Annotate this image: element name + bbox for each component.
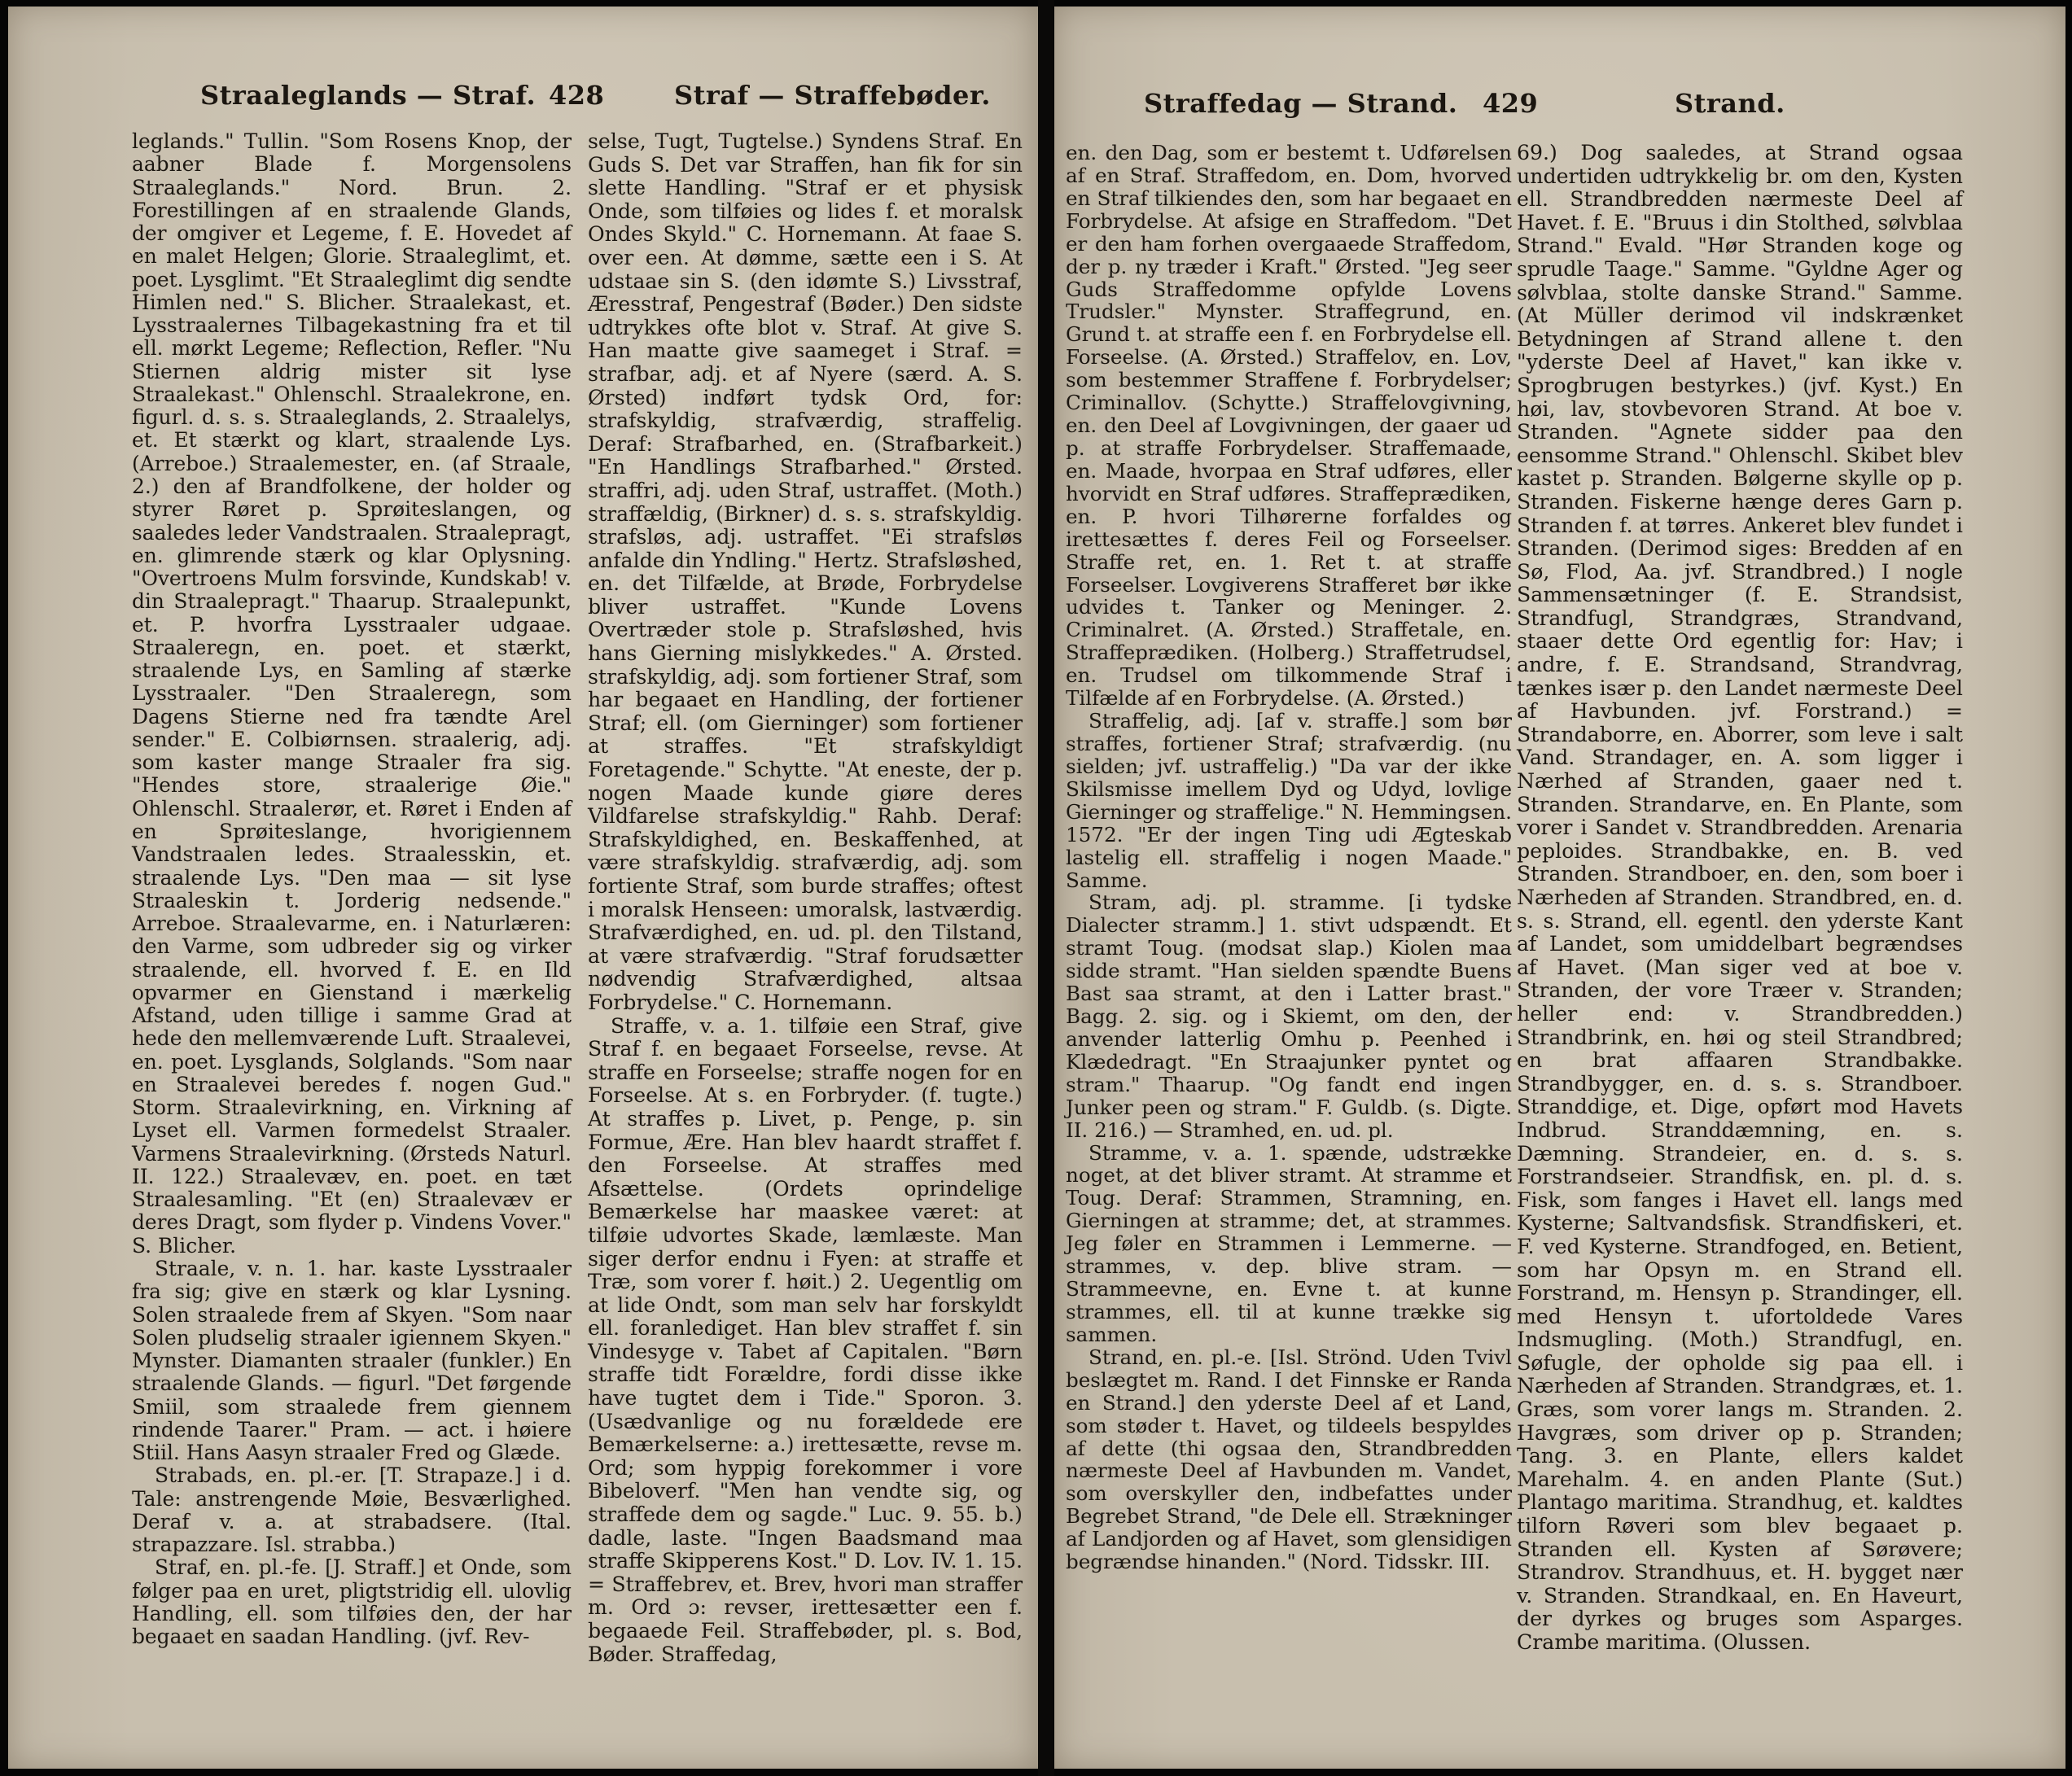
right-page-number: 429 [1483, 88, 1539, 119]
dictionary-entry: Stramme, v. a. 1. spænde, udstrække noget, at det bliver stramt. At stramme et Toug. Deraf: Strammen, Stramning, en. Gierningen at stramme; det, at strammes. Jeg føler en Strammen i Lemmerne. — strammes, v. dep. blive stram. — Strammeevne, en. Evne t. at kunne strammes, ell. til at kunne trække sig sammen. [1066, 1140, 1512, 1346]
right-page-header-right: Strand. [1675, 88, 1785, 119]
dictionary-entry: Straffe, v. a. 1. tilføie een Straf, give Straf f. en begaaet Forseelse, revse. At straffe en Forseelse; straffe nogen for en Forseelse. At s. en Forbryder. (f. tugte.) At straffes p. Livet, p. Penge, p. sin Formue, Ære. Han blev haardt straffet f. den Forseelse. At straffes med Afsættelse. (Ordets oprindelige Bemærkelse har maaskee været: at tilføie udvortes Skade, læmlæste. Man siger derfor endnu i Fyen: at straffe et Træ, som vorer f. høit.) 2. Uegentlig om at lide Ondt, som man selv har forskyldt ell. foranlediget. Han blev straffet f. sin Vindesyge v. Tabet af Capitalen. "Børn straffe tidt Forældre, fordi disse ikke have tugtet dem i Tide." Sporon. 3. (Usædvanlige og nu forældede ere Bemærkelserne: a.) irettesætte, revse m. Ord; som hyppig forekommer i vore Bibeloverf. "Men han vendte sig, og straffede dem og sagde." Luc. 9. 55. b.) dadle, laste. "Ingen Baadsmand maa straffe Skipperens Kost." D. Lov. IV. 1. 15. = Straffebrev, et. Brev, hvori man straffer m. Ord ɔ: revser, irettesætter een f. begaaede Feil. Straffebøder, pl. s. Bod, Bøder. Straffedag, [588, 1013, 1023, 1666]
left-page-number: 428 [549, 80, 605, 111]
dictionary-entry: Straffelig, adj. [af v. straffe.] som bør straffes, fortiener Straf; strafværdig. (nu sielden; jvf. ustraffelig.) "Da var der ikke Skilsmisse imellem Dyd og Udyd, lovlige Gierninger og straffelige." N. Hemmingsen. 1572. "Er der ingen Ting udi Ægteskab lastelig ell. straffelig i nogen Maade." Samme. [1066, 709, 1512, 892]
dictionary-entry: Strand, en. pl.-e. [Isl. Strönd. Uden Tvivl beslægtet m. Rand. I det Finnske er Randa en Strand.] den yderste Deel af et Land, som støder t. Havet, og tildeels bespyldes af dette (thi ogsaa den, Strandbredden nærmeste Deel af Havbunden m. Vandet, som overskyller den, indbefattes under Begrebet Strand, "de Dele ell. Strækninger af Landjorden og af Havet, som glensidigen begrændse hinanden." (Nord. Tidsskr. III. [1066, 1345, 1512, 1574]
left-page-header-right: Straf — Straffebøder. [674, 80, 991, 111]
left-page-header-left: Straaleglands — Straf. [200, 80, 537, 111]
dictionary-entry: 69.) Dog saaledes, at Strand ogsaa undertiden udtrykkelig br. om den, Kysten ell. Strandbredden nærmeste Deel af Havet. f. E. "Bruus i din Stolthed, sølvblaa Strand." Evald. "Hør Stranden koge og sprudle Taage." Samme. "Gyldne Ager og sølvblaa, stolte danske Strand." Samme. (At Müller derimod vil indskrænket Betydningen af Strand allene t. den "yderste Deel af Havet," kan ikke v. Sprogbrugen bestyrkes.) (jvf. Kyst.) En høi, lav, stovbevoren Strand. At boe v. Stranden. "Agnete sidder paa den eensomme Strand." Ohlenschl. Skibet blev kastet p. Stranden. Bølgerne skylle op p. Stranden. Fiskerne hænge deres Garn p. Stranden f. at tørres. Ankeret blev fundet i Stranden. (Derimod siges: Bredden af en Sø, Flod, Aa. jvf. Strandbred.) I nogle Sammensætninger (f. E. Strandsist, Strandfugl, Strandgræs, Strandvand, staaer dette Ord egentlig for: Hav; i andre, f. E. Strandsand, Strandvrag, tænkes især p. den Landet nærmeste Deel af Havbunden. jvf. Forstrand.) = Strandaborre, en. Aborrer, som leve i salt Vand. Strandager, en. A. som ligger i Nærhed af Stranden, gaaer ned t. Stranden. Strandarve, en. En Plante, som vorer i Sandet v. Strandbredden. Arenaria peploides. Strandbakke, en. B. ved Stranden. Strandboer, en. den, som boer i Nærheden af Stranden. Strandbred, en. d. s. s. Strand, ell. egentl. den yderste Kant af Landet, som umiddelbart begrændses af Havet. (Man siger ved at boe v. Stranden, der vore Træer v. Stranden; heller end: v. Strandbredden.) Strandbrink, en. høi og steil Strandbred; en brat affaaren Strandbakke. Strandbygger, en. d. s. s. Strandboer. Stranddige, et. Dige, opført mod Havets Indbrud. Stranddæmning, en. s. Dæmning. Strandeier, en. d. s. s. Forstrandseier. Strandfisk, en. pl. d. s. Fisk, som fanges i Havet ell. langs med Kysterne; Saltvandsfisk. Strandfiskeri, et. F. ved Kysterne. Strandfoged, en. Betient, som har Opsyn m. en Strand ell. Forstrand, m. Hensyn p. Strandinger, ell. med Hensyn t. ufortoldede Vares Indsmugling. (Moth.) Strandfugl, en. Søfugle, der opholde sig paa ell. i Nærheden af Stranden. Strandgræs, et. 1. Græs, som vorer langs m. Stranden. 2. Havgræs, som driver op p. Stranden; Tang. 3. en Plante, ellers kaldet Marehalm. 4. en anden Plante (Sut.) Plantago maritima. Strandhug, et. kaldtes tilforn Røveri som blev begaaet p. Stranden ell. Kysten af Sørøvere; Strandrov. Strandhuus, et. H. bygget nær v. Stranden. Strandkaal, en. En Haveurt, der dyrkes og bruges som Asparges. Crambe maritima. (Olussen. [1517, 141, 1963, 1654]
dictionary-entry: Stram, adj. pl. stramme. [i tydske Dialecter stramm.] 1. stivt udspændt. Et stramt Toug. (modsat slap.) Kiolen maa sidde stramt. "Han sielden spændte Buens Bast saa stramt, at den i Latter brast." Bagg. 2. sig. og i Skiemt, om den, der anvender latterlig Omhu p. Peenhed i Klædedragt. "En Straajunker pyntet og stram." Thaarup. "Og fandt end ingen Junker peen og stram." F. Guldb. (s. Digte. II. 216.) — Stramhed, en. ud. pl. [1066, 890, 1512, 1142]
dictionary-entry: en. den Dag, som er bestemt t. Udførelsen af en Straf. Straffedom, en. Dom, hvorved en Straf tilkiendes den, som har begaaet en Forbrydelse. At afsige en Straffedom. "Det er den ham forhen overgaaede Straffedom, der p. ny træder i Kraft." Ørsted. "Jeg seer Guds Straffedomme opfylde Lovens Trudsler." Mynster. Straffegrund, en. Grund t. at straffe een f. en Forbrydelse ell. Forseelse. (A. Ørsted.) Straffelov, en. Lov, som bestemmer Straffene f. Forbrydelser; Criminallov. (Schytte.) Straffelovgivning, en. den Deel af Lovgivningen, der gaaer ud p. at straffe Forbrydelser. Straffemaade, en. Maade, hvorpaa en Straf udføres, eller hvorvidt en Straf udføres. Straffeprædiken, en. P. hvori Tilhørerne forfaldes og irettesættes f. deres Feil og Forseelser. Straffe ret, en. 1. Ret t. at straffe Forseelser. Lovgiverens Strafferet bør ikke udvides t. Tanker og Meninger. 2. Criminalret. (A. Ørsted.) Straffetale, en. Straffeprædiken. (Holberg.) Straffetrudsel, en. Trudsel om tilkommende Straf i Tilfælde af en Forbrydelse. (A. Ørsted.) [1066, 141, 1512, 711]
right-page-column-1 [1066, 142, 1512, 1573]
right-page-column-2 [1517, 142, 1963, 1655]
dictionary-entry: Straf, en. pl.-fe. [J. Straff.] et Onde, som følger paa en uret, pligtstridig ell. ulovlig Handling, ell. som tilføies den, der har begaaet en saadan Handling. (jvf. Rev- [132, 1555, 572, 1649]
book-gutter [1038, 0, 1054, 1776]
dictionary-entry: Strabads, en. pl.-er. [T. Strapaze.] i d. Tale: anstrengende Møie, Besværlighed. Deraf v. a. at strabadsere. (Ital. strapazzare. Isl. strabba.) [132, 1463, 572, 1557]
dictionary-entry: selse, Tugt, Tugtelse.) Syndens Straf. En Guds S. Det var Straffen, han fik for sin slette Handling. "Straf er et physisk Onde, som tilføies og lides f. et moralsk Ondes Skyld." C. Hornemann. At faae S. over een. At dømme, sætte een i S. At udstaae sin S. (den idømte S.) Livsstraf, Æresstraf, Pengestraf (Bøder.) Den sidste udtrykkes ofte blot v. Straf. At give S. Han maatte give saameget i Straf. = strafbar, adj. et af Nyere (særd. A. S. Ørsted) indført tydsk Ord, for: strafskyldig, strafværdig, straffelig. Deraf: Strafbarhed, en. (Strafbarkeit.) "En Handlings Strafbarhed." Ørsted. straffri, adj. uden Straf, ustraffet. (Moth.) straffældig, (Birkner) d. s. s. strafskyldig. strafsløs, adj. ustraffet. "Ei strafsløs anfalde din Yndling." Hertz. Strafsløshed, en. det Tilfælde, at Brøde, Forbrydelse bliver ustraffet. "Kunde Lovens Overtræder stole p. Strafsløshed, hvis hans Gierning mislykkedes." A. Ørsted. strafskyldig, adj. som fortiener Straf, som har begaaet en Handling, der fortiener Straf; ell. (om Gierninger) som fortiener at straffes. "Et strafskyldigt Foretagende." Schytte. "At eneste, der p. nogen Maade kunde giøre deres Vildfarelse strafskyldig." Rahb. Deraf: Strafskyldighed, en. Beskaffenhed, at være strafskyldig. strafværdig, adj. som fortiente Straf, som burde straffes; oftest i moralsk Henseen: umoralsk, lastværdig. Strafværdighed, en. ud. pl. den Tilstand, at være strafværdig. "Straf forudsætter nødvendig Strafværdighed, altsaa Forbrydelse." C. Hornemann. [588, 129, 1023, 1014]
right-page-header-left: Straffedag — Strand. [1144, 88, 1458, 119]
dictionary-entry: Straale, v. n. 1. har. kaste Lysstraaler fra sig; give en stærk og klar Lysning. Solen straalede frem af Skyen. "Som naar Solen pludselig straaler igiennem Skyen." Mynster. Diamanten straaler (funkler.) En straalende Glands. — figurl. "Det førgende Smiil, som straalede frem giennem rindende Taarer." Pram. — act. i høiere Stiil. Hans Aasyn straaler Fred og Glæde. [132, 1257, 572, 1465]
right-page [1054, 7, 2065, 1769]
left-page-column-1 [132, 130, 572, 1649]
left-page [8, 7, 1038, 1769]
dictionary-entry: leglands." Tullin. "Som Rosens Knop, der aabner Blade f. Morgensolens Straaleglands." Nord. Brun. 2. Forestillingen af en straalende Glands, der omgiver et Legeme, f. E. Hovedet af en malet Helgen; Glorie. Straaleglimt, et. poet. Lysglimt. "Et Straaleglimt dig sendte Himlen ned." S. Blicher. Straalekast, et. Lysstraalernes Tilbagekastning fra et til ell. mørkt Legeme; Reflection, Refler. "Nu Stiernen aldrig mister sit lyse Straalekast." Ohlenschl. Straalekrone, en. figurl. d. s. s. Straaleglands, 2. Straalelys, et. Et stærkt og klart, straalende Lys. (Arreboe.) Straalemester, en. (af Straale, 2.) den af Brandfolkene, der holder og styrer Røret p. Sprøitеslangen, og saaledes leder Vandstraalen. Straalepragt, en. glimrende stærk og klar Oplysning. "Overtroens Mulm forsvinde, Kundskab! v. din Straalepragt." Thaarup. Straalepunkt, et. P. hvorfra Lysstraaler udgaae. Straaleregn, en. poet. et stærkt, straalende Lys, en Samling af stærke Lysstraaler. "Den Straaleregn, som Dagens Stierne ned fra tændte Arel sender." E. Colbiørnsen. straalerig, adj. som kaster mange Straaler fra sig. "Hendes store, straalerige Øie." Ohlenschl. Straalerør, et. Røret i Enden af en Sprøiteslange, hvorigiennem Vandstraalen ledes. Straalesskin, et. straalende Lys. "Den maa — sit lyse Straaleskin t. Jorderig nedsende." Arreboe. Straalevarme, en. i Naturlæren: den Varme, som udbreder sig og virker straalende, ell. hvorved f. E. en Ild opvarmer en Gienstand i mærkelig Afstand, uden tillige i samme Grad at hede den mellemværende Luft. Straalevei, en. poet. Lysglands, Solglands. "Som naar en Straalevei beredes f. nogen Gud." Storm. Straalevirkning, en. Virkning af Lyset ell. Varmen formedelst Straaler. Varmens Straalevirkning. (Ørsteds Naturl. II. 122.) Straalevæv, en. poet. en tæt Straalesamling. "Et (en) Straalevæv er deres Dragt, som flyder p. Vindens Vover." S. Blicher. [132, 129, 572, 1258]
left-page-column-2 [588, 130, 1023, 1666]
